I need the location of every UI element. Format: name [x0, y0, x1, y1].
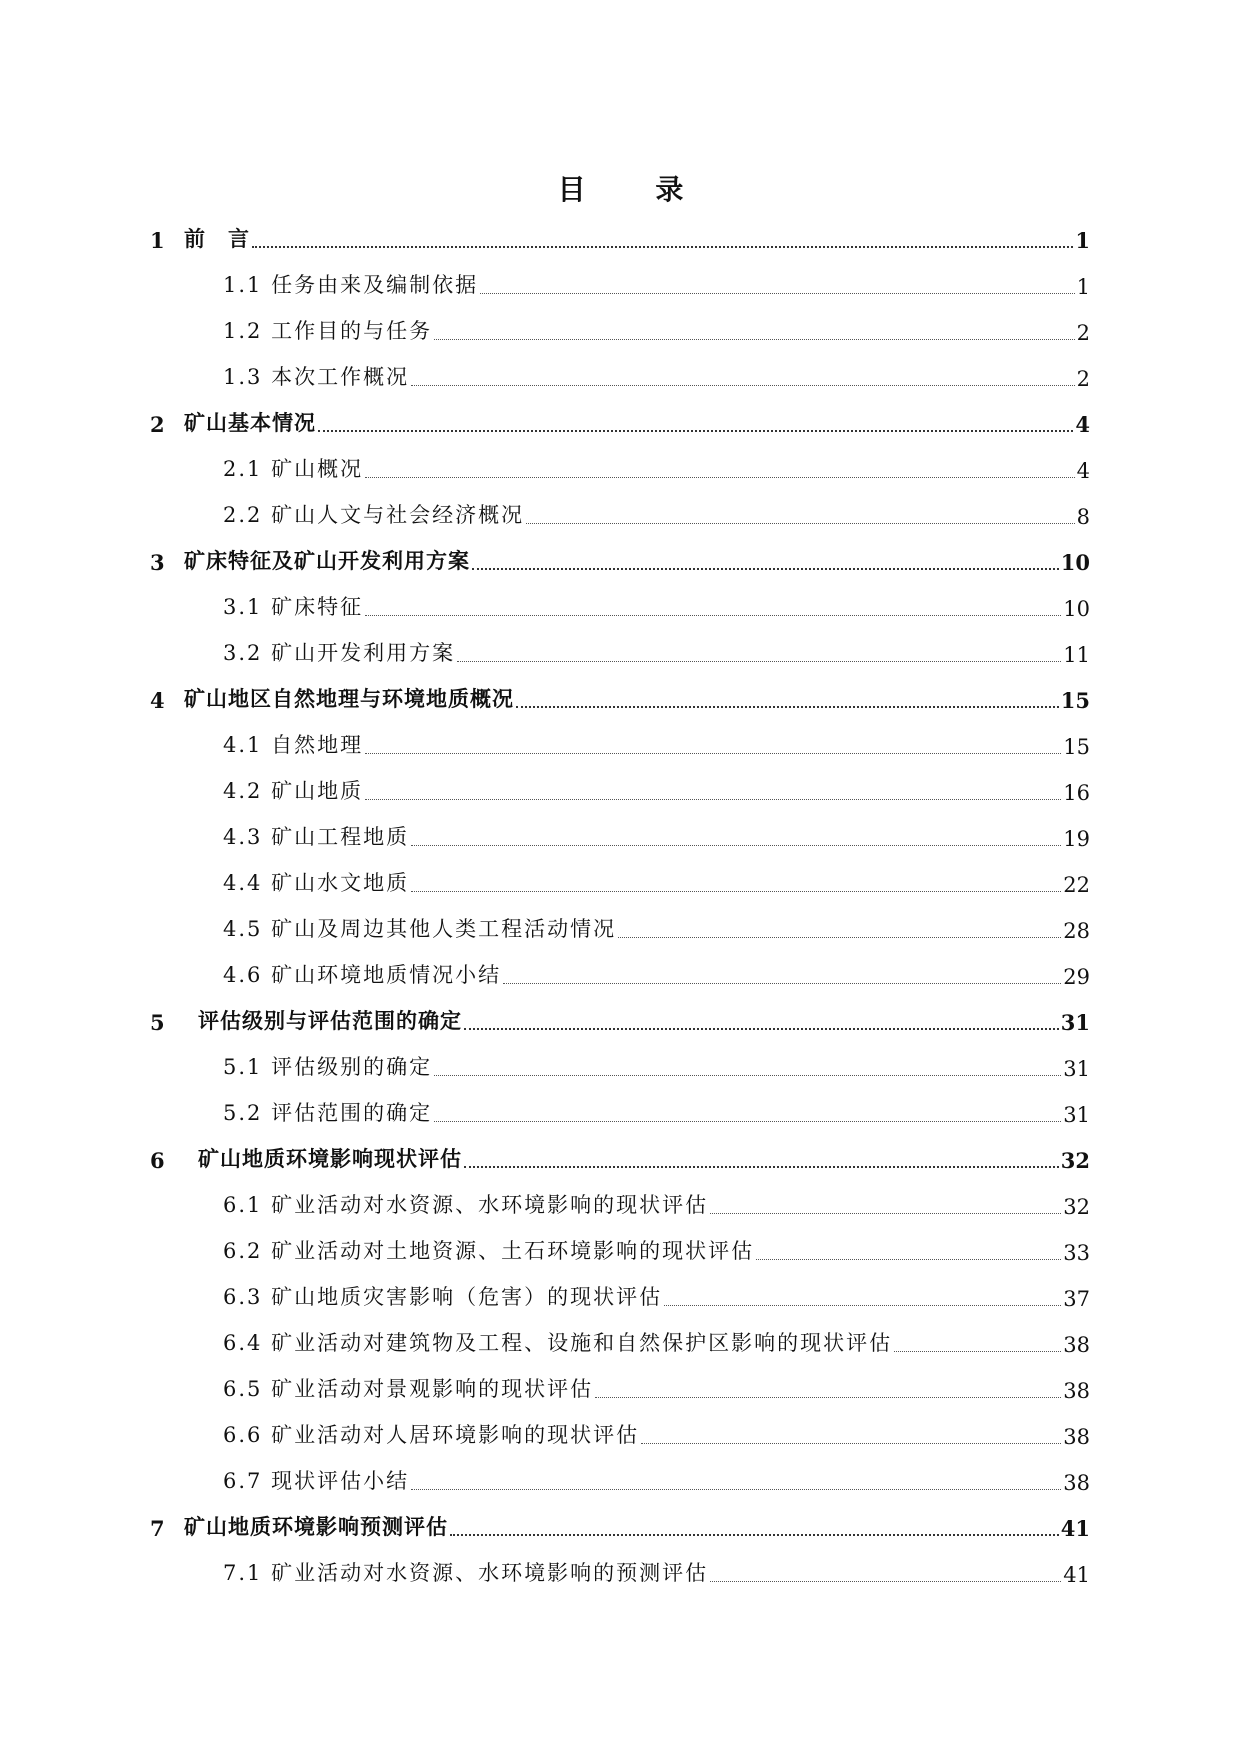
toc-section-entry[interactable] — [150, 1549, 1090, 1595]
entry-label: 2.2 矿山人文与社会经济概况 — [223, 503, 525, 527]
page-number: 37 — [1063, 1287, 1090, 1311]
entry-label: 矿山地质环境影响现状评估 — [198, 1146, 462, 1171]
page-number: 1 — [1075, 228, 1090, 253]
dot-leader — [450, 1534, 1059, 1536]
chapter-number: 3 — [150, 550, 165, 575]
toc-section-entry[interactable] — [150, 1181, 1090, 1227]
page-number: 38 — [1063, 1333, 1090, 1357]
entry-label: 4.3 矿山工程地质 — [223, 825, 410, 849]
page-number: 4 — [1075, 412, 1090, 437]
page-number: 32 — [1060, 1148, 1090, 1173]
page-number: 31 — [1060, 1010, 1090, 1035]
toc-section-entry[interactable] — [150, 1043, 1090, 1089]
page-number: 32 — [1063, 1195, 1090, 1219]
entry-label: 6.7 现状评估小结 — [223, 1469, 410, 1493]
dot-leader — [472, 568, 1059, 570]
toc-section-entry[interactable] — [150, 353, 1090, 399]
chapter-number: 1 — [150, 228, 165, 253]
page-number: 4 — [1076, 459, 1090, 483]
dot-leader — [457, 661, 1061, 662]
toc-section-entry[interactable] — [150, 951, 1090, 997]
toc-chapter-entry[interactable] — [150, 537, 1090, 583]
entry-label: 矿山地质环境影响预测评估 — [184, 1514, 448, 1539]
toc-section-entry[interactable] — [150, 1411, 1090, 1457]
chapter-number: 5 — [150, 1010, 165, 1035]
entry-label: 6.1 矿业活动对水资源、水环境影响的现状评估 — [223, 1193, 709, 1217]
entry-label: 1.2 工作目的与任务 — [223, 319, 433, 343]
dot-leader — [318, 430, 1073, 432]
chapter-number: 6 — [150, 1148, 165, 1173]
page-number: 10 — [1063, 597, 1090, 621]
page-number: 31 — [1063, 1057, 1090, 1081]
dot-leader — [641, 1443, 1061, 1444]
dot-leader — [618, 937, 1061, 938]
entry-label: 3.2 矿山开发利用方案 — [223, 641, 456, 665]
dot-leader — [503, 983, 1061, 984]
table-of-contents — [150, 215, 1090, 1595]
toc-section-entry[interactable] — [150, 307, 1090, 353]
entry-label: 6.3 矿山地质灾害影响（危害）的现状评估 — [223, 1285, 663, 1309]
entry-label: 矿山地区自然地理与环境地质概况 — [184, 686, 514, 711]
dot-leader — [411, 385, 1075, 386]
page-number: 8 — [1076, 505, 1090, 529]
dot-leader — [411, 891, 1061, 892]
page-number: 38 — [1063, 1425, 1090, 1449]
page-number: 41 — [1060, 1516, 1090, 1541]
chapter-number: 4 — [150, 688, 165, 713]
dot-leader — [595, 1397, 1061, 1398]
toc-section-entry[interactable] — [150, 583, 1090, 629]
entry-label: 4.2 矿山地质 — [223, 779, 364, 803]
toc-section-entry[interactable] — [150, 629, 1090, 675]
page-number: 15 — [1063, 735, 1090, 759]
dot-leader — [526, 523, 1075, 524]
page-number: 38 — [1063, 1471, 1090, 1495]
dot-leader — [411, 845, 1061, 846]
page-number: 15 — [1060, 688, 1090, 713]
toc-section-entry[interactable] — [150, 1089, 1090, 1135]
entry-label: 4.5 矿山及周边其他人类工程活动情况 — [223, 917, 617, 941]
chapter-number: 2 — [150, 412, 165, 437]
dot-leader — [664, 1305, 1061, 1306]
toc-section-entry[interactable] — [150, 905, 1090, 951]
dot-leader — [434, 1121, 1061, 1122]
toc-section-entry[interactable] — [150, 445, 1090, 491]
page-number: 41 — [1063, 1563, 1090, 1587]
entry-label: 6.6 矿业活动对人居环境影响的现状评估 — [223, 1423, 640, 1447]
page-number: 10 — [1060, 550, 1090, 575]
page-number: 29 — [1063, 965, 1090, 989]
entry-label: 6.2 矿业活动对土地资源、土石环境影响的现状评估 — [223, 1239, 755, 1263]
dot-leader — [365, 615, 1061, 616]
toc-section-entry[interactable] — [150, 813, 1090, 859]
dot-leader — [480, 293, 1075, 294]
page-number: 16 — [1063, 781, 1090, 805]
entry-label: 6.4 矿业活动对建筑物及工程、设施和自然保护区影响的现状评估 — [223, 1331, 893, 1355]
toc-section-entry[interactable] — [150, 767, 1090, 813]
toc-chapter-entry[interactable] — [150, 1503, 1090, 1549]
toc-chapter-entry[interactable] — [150, 399, 1090, 445]
dot-leader — [464, 1028, 1059, 1030]
dot-leader — [710, 1213, 1061, 1214]
entry-label: 1.1 任务由来及编制依据 — [223, 273, 479, 297]
dot-leader — [516, 706, 1059, 708]
dot-leader — [434, 339, 1075, 340]
toc-section-entry[interactable] — [150, 1365, 1090, 1411]
entry-label: 4.4 矿山水文地质 — [223, 871, 410, 895]
toc-chapter-entry[interactable] — [150, 675, 1090, 721]
dot-leader — [710, 1581, 1061, 1582]
dot-leader — [365, 753, 1061, 754]
toc-chapter-entry[interactable] — [150, 215, 1090, 261]
dot-leader — [411, 1489, 1061, 1490]
page-number: 11 — [1063, 643, 1090, 667]
entry-label: 5.2 评估范围的确定 — [223, 1101, 433, 1125]
toc-chapter-entry[interactable] — [150, 997, 1090, 1043]
page-number: 1 — [1076, 275, 1090, 299]
toc-section-entry[interactable] — [150, 261, 1090, 307]
entry-label: 1.3 本次工作概况 — [223, 365, 410, 389]
entry-label: 4.1 自然地理 — [223, 733, 364, 757]
dot-leader — [252, 246, 1073, 248]
entry-label: 7.1 矿业活动对水资源、水环境影响的预测评估 — [223, 1561, 709, 1585]
entry-label: 6.5 矿业活动对景观影响的现状评估 — [223, 1377, 594, 1401]
toc-title: 目 录 — [557, 173, 714, 206]
entry-label: 5.1 评估级别的确定 — [223, 1055, 433, 1079]
entry-label: 前 言 — [184, 226, 250, 251]
toc-section-entry[interactable] — [150, 1227, 1090, 1273]
page-number: 22 — [1063, 873, 1090, 897]
chapter-number: 7 — [150, 1516, 165, 1541]
entry-label: 3.1 矿床特征 — [223, 595, 364, 619]
entry-label: 2.1 矿山概况 — [223, 457, 364, 481]
toc-section-entry[interactable] — [150, 491, 1090, 537]
entry-label: 矿山基本情况 — [184, 410, 316, 435]
entry-label: 矿床特征及矿山开发利用方案 — [184, 548, 470, 573]
dot-leader — [464, 1166, 1059, 1168]
page-number: 28 — [1063, 919, 1090, 943]
toc-chapter-entry[interactable] — [150, 1135, 1090, 1181]
page-number: 2 — [1076, 321, 1090, 345]
dot-leader — [894, 1351, 1061, 1352]
toc-section-entry[interactable] — [150, 1457, 1090, 1503]
toc-section-entry[interactable] — [150, 1319, 1090, 1365]
entry-label: 4.6 矿山环境地质情况小结 — [223, 963, 502, 987]
page-number: 38 — [1063, 1379, 1090, 1403]
page-number: 2 — [1076, 367, 1090, 391]
dot-leader — [434, 1075, 1061, 1076]
dot-leader — [756, 1259, 1061, 1260]
page-number: 31 — [1063, 1103, 1090, 1127]
toc-section-entry[interactable] — [150, 1273, 1090, 1319]
page-number: 33 — [1063, 1241, 1090, 1265]
dot-leader — [365, 799, 1061, 800]
page-number: 19 — [1063, 827, 1090, 851]
toc-section-entry[interactable] — [150, 859, 1090, 905]
toc-section-entry[interactable] — [150, 721, 1090, 767]
entry-label: 评估级别与评估范围的确定 — [198, 1008, 462, 1033]
dot-leader — [365, 477, 1075, 478]
